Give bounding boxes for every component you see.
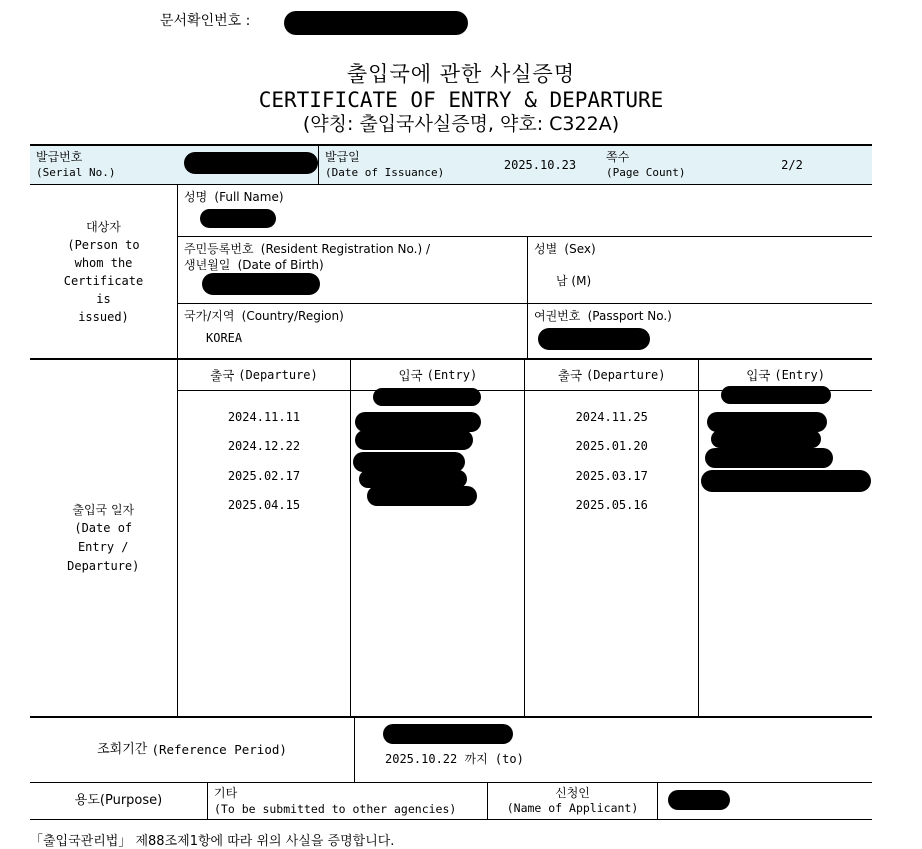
reference-to-line [385,751,524,767]
sex-label-ko: 성별 [534,242,558,256]
reference-period-row [30,718,872,783]
rrn-redaction [202,273,320,295]
list-item: 2025.05.16 [575,498,648,513]
ed-label-ko: 출입국 일자 [72,502,135,517]
page-count-value: 2/2 [781,157,803,172]
issuance-value-cell [480,146,600,184]
serial-row [30,146,872,185]
entry-column-2 [699,360,872,716]
sex-label-en: (Sex) [564,242,596,256]
passport-label-ko: 여권번호 [534,309,581,323]
reference-period-label-en: (Reference Period) [151,741,287,757]
purpose-label: 용도(Purpose) [30,783,208,819]
passport-redaction [538,328,650,350]
entry-1-header-ko: 입국 [398,368,423,383]
person-section [30,185,872,359]
rrn-sex-row [178,237,872,304]
entry-2-redaction [707,412,827,432]
entry-1-header [351,360,524,391]
serial-label-cell [30,146,178,184]
entry-2-redaction [705,448,833,468]
rrn-label-en-2: (Date of Birth) [237,258,324,273]
document-number-label: 문서확인번호 : [160,13,251,29]
entry-2-redaction [721,386,831,404]
rrn-label-ko-2: 생년월일 [184,258,231,273]
page-label-en: (Page Count) [606,165,686,179]
entry-1-redaction [367,486,477,506]
country-value: KOREA [206,331,243,346]
full-name-label-ko: 성명 [184,190,208,204]
passport-label-en: (Passport No.) [587,309,672,323]
person-label-en-3: Certificate [63,273,144,288]
certificate-table [30,144,872,820]
list-item: 2025.01.20 [575,439,648,454]
entry-1-redaction [353,452,465,472]
list-item: 2024.11.25 [575,410,648,424]
page-label-cell [600,146,712,184]
person-label-en-2: whom the [74,255,133,270]
serial-label-ko: 발급번호 [36,150,83,165]
purpose-value-ko: 기타 [214,786,238,800]
rrn-cell [178,237,528,303]
reference-period-label-ko: 조회기간 [97,742,148,758]
issuance-date-value: 2025.10.23 [503,157,577,172]
person-label-ko: 대상자 [86,219,121,234]
entry-2-header-ko: 입국 [746,368,771,383]
entry-departure-section-label [30,360,178,716]
entry-1-header-en: (Entry) [426,368,478,382]
departure-2-list [525,391,698,521]
departure-column-2 [525,360,699,716]
entry-1-redaction [355,430,473,450]
applicant-label-ko: 신청인 [555,785,590,800]
entry-1-redaction [373,388,481,406]
purpose-value-cell [208,783,488,819]
list-item: 2025.04.15 [227,498,301,513]
title-block [0,62,922,136]
entry-2-redaction [711,430,821,448]
list-item: 2024.12.22 [227,439,301,454]
footer-note: 「출입국관리법」 제88조제1항에 따라 위의 사실을 증명합니다. [30,834,395,849]
departure-1-header [178,360,351,391]
issuance-label-cell [318,146,480,184]
reference-period-values [355,718,872,782]
reference-to-value: 2025.10.22 [385,752,458,766]
reference-to-suffix-ko: 까지 [464,752,488,766]
departure-1-header-ko: 출국 [210,368,235,383]
departure-1-list [178,391,351,521]
passport-cell [528,304,872,358]
entry-2-redaction [701,470,871,492]
page-count-cell [712,146,872,184]
sex-value: 남 (M) [556,274,592,289]
departure-2-header-en: (Departure) [586,368,666,382]
reference-from-redaction [383,724,513,744]
entry-2-header-en: (Entry) [774,368,825,382]
full-name-redaction [200,209,276,228]
reference-period-label [30,718,355,782]
departure-1-header-en: (Departure) [238,368,318,382]
purpose-row [30,783,872,819]
person-label-en-5: issued) [78,309,129,324]
applicant-label [488,783,658,819]
full-name-cell [178,185,872,237]
rrn-label-en-1: (Resident Registration No.) / [260,242,431,256]
title-english: CERTIFICATE OF ENTRY & DEPARTURE [258,87,664,112]
entry-1-redaction [355,412,481,432]
country-label-ko: 국가/지역 [184,309,235,323]
departure-2-header [525,360,698,391]
ed-label-en-1: (Date of [74,521,133,536]
list-item: 2025.02.17 [227,468,301,483]
list-item: 2025.03.17 [575,468,648,483]
applicant-value-cell [658,783,872,819]
rrn-label-ko-1: 주민등록번호 [184,242,254,256]
issuance-label-en: (Date of Issuance) [325,165,445,179]
person-section-label [30,185,178,359]
applicant-label-en: (Name of Applicant) [506,801,639,816]
reference-to-suffix-en: (to) [494,752,524,766]
serial-label-en: (Serial No.) [36,165,116,179]
issuance-label-ko: 발급일 [325,150,360,165]
full-name-label-en: (Full Name) [214,190,284,204]
document-number-redaction [284,11,468,35]
person-label-en-4: is [96,291,111,306]
title-korean: 출입국에 관한 사실증명 [346,62,576,86]
serial-number-redaction [184,152,318,174]
purpose-value-en: (To be submitted to other agencies) [214,801,457,816]
country-label-en: (Country/Region) [241,309,344,323]
person-label-en-1: (Person to [67,237,140,252]
departure-2-header-ko: 출국 [557,368,583,383]
departure-column-1 [178,360,352,716]
page-label-ko: 쪽수 [606,150,630,165]
entry-column-1 [351,360,525,716]
title-subtitle: (약칭: 출입국사실증명, 약호: C322A) [302,113,620,136]
full-name-value [184,205,866,213]
serial-value-cell [178,146,318,184]
entry-departure-section [30,359,872,718]
country-passport-row [178,304,872,359]
country-cell [178,304,528,358]
ed-label-en-3: Departure) [67,558,140,573]
ed-label-en-2: Entry / [77,540,129,554]
sex-cell [528,237,872,303]
list-item: 2024.11.11 [227,410,301,424]
applicant-redaction [668,790,730,810]
